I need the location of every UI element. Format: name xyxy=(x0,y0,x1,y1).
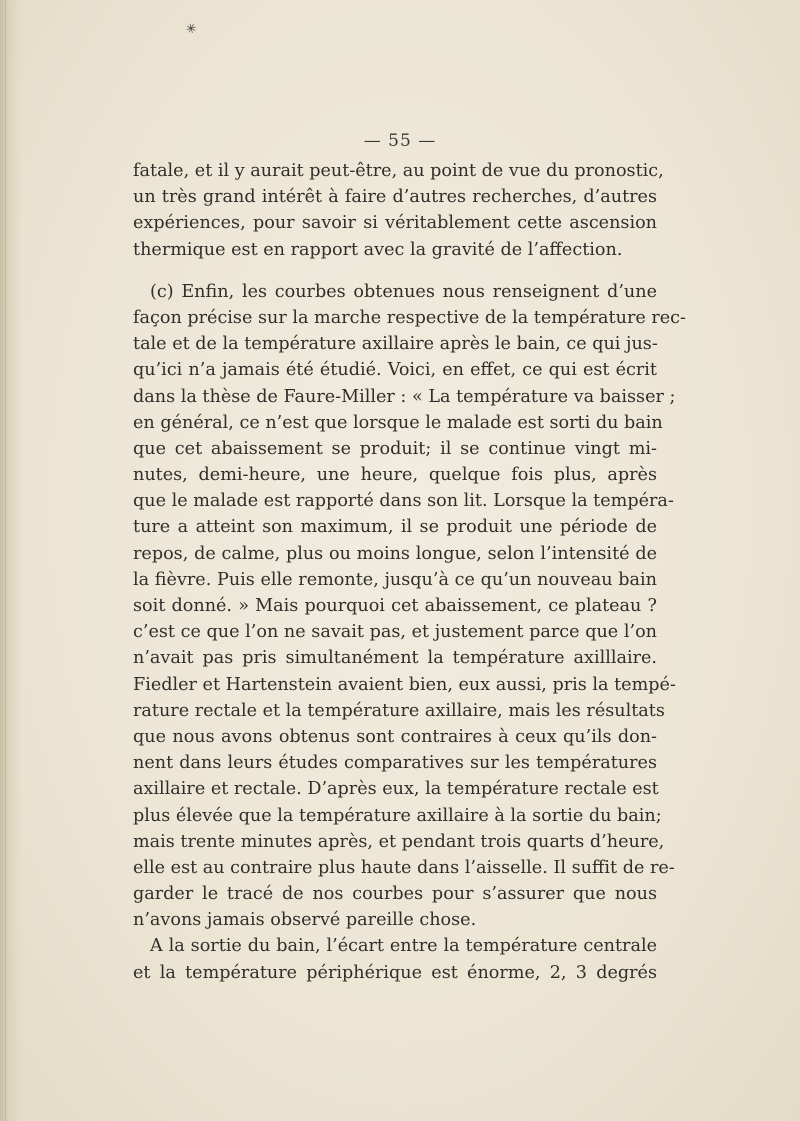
text-line: que cet abaissement se produit; il se continue vingt mi- xyxy=(133,438,657,459)
text-line: en général, ce n’est que lorsque le malade est sorti du bain xyxy=(133,412,663,433)
paragraph xyxy=(133,158,664,263)
paragraph xyxy=(133,279,686,986)
page-binding-edge xyxy=(0,0,22,1121)
text-line: dans la thèse de Faure-Miller : « La température va baisser ; xyxy=(133,386,676,407)
text-line: repos, de calme, plus ou moins longue, selon l’intensité de xyxy=(133,543,657,564)
text-line: fatale, et il y aurait peut-être, au point de vue du pronostic, xyxy=(133,161,664,181)
text-line: qu’ici n’a jamais été étudié. Voici, en effet, ce qui est écrit xyxy=(133,360,657,381)
text-line: rature rectale et la température axillaire, mais les résultats xyxy=(133,700,665,721)
text-line: un très grand intérêt à faire d’autres recherches, d’autres xyxy=(133,187,657,208)
text-line: c’est ce que l’on ne savait pas, et justement parce que l’on xyxy=(133,622,657,643)
text-line: n’avons jamais observé pareille chose. xyxy=(133,910,477,931)
page-number: — 55 — xyxy=(363,131,437,151)
text-line: plus élevée que la température axillaire à la sortie du bain; xyxy=(133,805,662,826)
text-line: que le malade est rapporté dans son lit. Lorsque la tempéra- xyxy=(133,491,674,512)
text-line: façon précise sur la marche respective de la température rec- xyxy=(133,307,686,328)
page-edge-line xyxy=(5,0,6,1121)
text-line: tale et de la température axillaire après le bain, ce qui jus- xyxy=(133,334,658,355)
text-line: que nous avons obtenus sont contraires à ceux qu’ils don- xyxy=(133,726,657,747)
text-line: la fièvre. Puis elle remonte, jusqu’à ce qu’un nouveau bain xyxy=(133,569,657,590)
paragraph-gap xyxy=(133,263,657,279)
text-line: garder le tracé de nos courbes pour s’assurer que nous xyxy=(133,884,657,905)
text-line: soit donné. » Mais pourquoi cet abaissement, ce plateau ? xyxy=(133,596,657,616)
text-line: et la température périphérique est énorme, 2, 3 degrés xyxy=(133,962,657,983)
body-text xyxy=(133,158,686,986)
text-line: (c) Enfin, les courbes obtenues nous renseignent d’une xyxy=(150,281,657,302)
text-line: expériences, pour savoir si véritablement cette ascension xyxy=(133,213,657,234)
text-line: A la sortie du bain, l’écart entre la température centrale xyxy=(150,936,657,957)
text-line: thermique est en rapport avec la gravité de l’affection. xyxy=(133,239,623,260)
text-line: ture a atteint son maximum, il se produit une période de xyxy=(133,517,657,538)
text-line: elle est au contraire plus haute dans l’aisselle. Il suffit de re- xyxy=(133,857,675,878)
text-line: mais trente minutes après, et pendant trois quarts d’heure, xyxy=(133,831,665,852)
text-line: nutes, demi-heure, une heure, quelque fois plus, après xyxy=(133,465,657,486)
text-line: nent dans leurs études comparatives sur les températures xyxy=(133,753,657,774)
text-line: axillaire et rectale. D’après eux, la température rectale est xyxy=(133,779,659,800)
text-line: n’avait pas pris simultanément la température axilllaire. xyxy=(133,648,657,669)
text-line: Fiedler et Hartenstein avaient bien, eux aussi, pris la tempé- xyxy=(133,674,676,695)
printer-ornament: ✳ xyxy=(184,20,199,39)
